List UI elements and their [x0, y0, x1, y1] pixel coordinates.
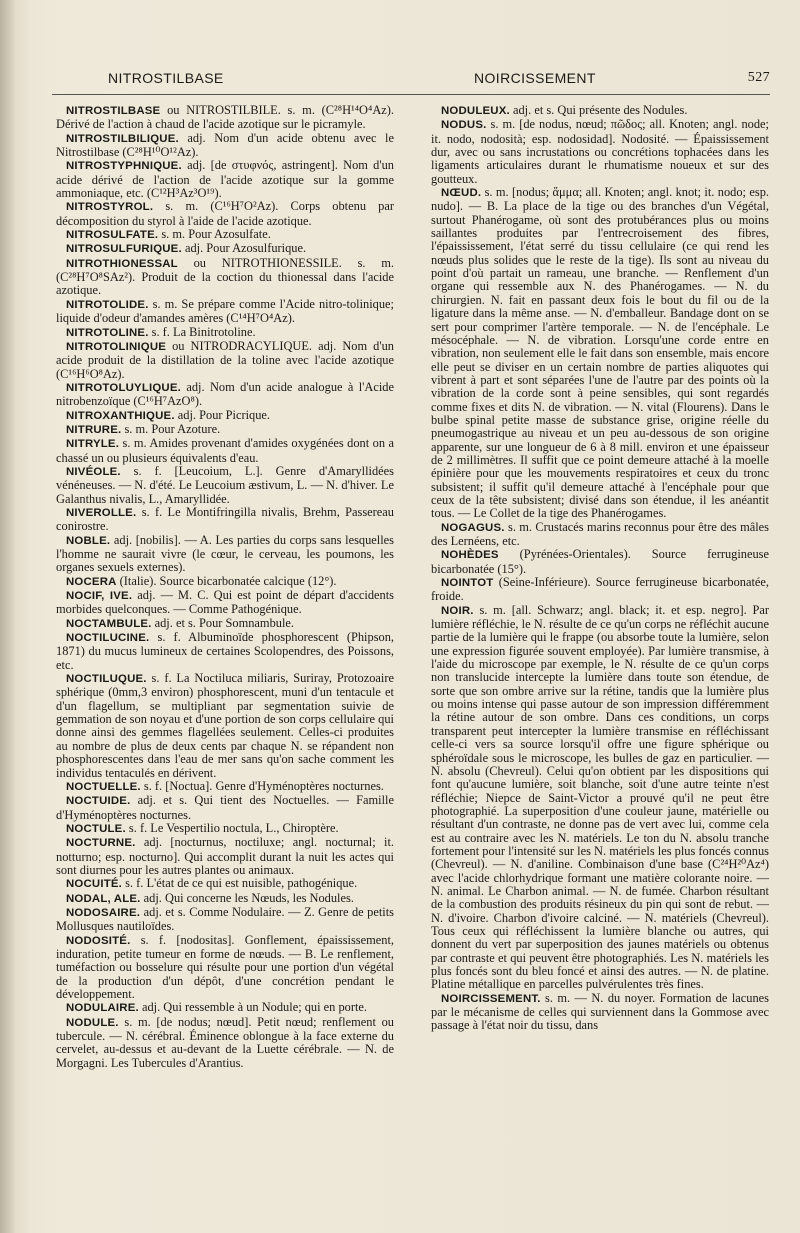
dictionary-entry	[56, 465, 394, 506]
dictionary-entry	[56, 836, 394, 877]
entry-headword: NIVÉOLE.	[66, 465, 121, 478]
dictionary-entry	[56, 672, 394, 780]
entry-headword: NOGAGUS.	[441, 521, 505, 534]
entry-definition: adj. et s. Pour Somnambule.	[151, 615, 294, 630]
entry-definition: s. f. Le Montifringilla nivalis, Brehm, Passereau conirostre.	[56, 504, 394, 534]
dictionary-entry	[56, 242, 394, 256]
entry-definition: s. f. La Noctiluca miliaris, Suriray, Protozoaire sphérique (0mm,3 environ) phosphorescent, muni d'un tentacule et d'un flagellum, se multipliant par segmentation suivie de gemmation de son noyau et d'une portion de son corps cellulaire qui donne ainsi des gemmes flagellées seulement. Celles-ci produites au nombre de plus de deux cents par chaque N. se répandent non phosphorescentes dans l'eau de mer sans qu'on sache comment les individus tentaculés en dérivent.	[56, 671, 394, 780]
entry-definition: s. f. [Leucoium, L.]. Genre d'Amaryllidées vénéneuses. — N. d'été. Le Leucoium æstivum, L. — N. d'hiver. Le Galanthus nivalis, L., Amaryllidée.	[56, 463, 394, 506]
dictionary-entry	[431, 576, 769, 604]
entry-headword: NITROTHIONESSAL	[66, 257, 178, 270]
entry-headword: NOHÈDES	[441, 549, 499, 562]
dictionary-entry	[56, 298, 394, 326]
entry-headword: NOCERA	[66, 575, 117, 588]
entry-definition: adj. et s. Qui présente des Nodules.	[509, 103, 688, 117]
entry-headword: NODOSITÉ.	[66, 934, 131, 947]
dictionary-entry	[56, 934, 394, 1002]
entry-headword: NOCTUIDE.	[66, 795, 131, 808]
dictionary-entry	[56, 1016, 394, 1070]
dictionary-entry	[56, 892, 394, 906]
entry-definition: s. f. L'état de ce qui est nuisible, pathogénique.	[122, 876, 358, 891]
dictionary-entry	[56, 589, 394, 617]
dictionary-entry	[56, 159, 394, 200]
entry-definition: adj. et s. Comme Nodulaire. — Z. Genre de petits Mollusques nautiloïdes.	[56, 904, 394, 934]
entry-headword: NITROSULFATE.	[66, 229, 159, 242]
entry-headword: NITROTOLUYLIQUE.	[66, 381, 181, 394]
entry-headword: NITROSTILBILIQUE.	[66, 132, 179, 145]
entry-definition: ou NITRODRACYLIQUE. adj. Nom d'un acide produit de la distillation de la toline avec l'acide azotique (C¹⁶H⁶O⁸Az).	[56, 338, 394, 381]
dictionary-entry	[56, 132, 394, 160]
entry-definition: s. m. [all. Schwarz; angl. black; it. et esp. negro]. Par lumière réfléchie, le N. résulte de ce qu'un corps ne réfléchit aucune partie de la lumière qui le frappe (ou absorbe toute la lumière, selon une expression figurée souvent employée). Par lumière transmise, à l'aide du microscope par exemple, le N. résulte de ce qu'un corps non translucide intercepte la lumière dans toute son étendue, de sorte que son ombre arrive sur la rétine, tandis que la lumière plus ou moins intense qui passe autour de son impression différemment la rétine autour de son ombre. Dans ces conditions, un corps transparent peut intercepter la lumière transmise en réfléchissant celle-ci vers sa source lorsqu'il offre une figure sphérique ou sphéroïdale sous le microscope, les bulles de gaz en particulier. — N. absolu (Chevreul). Celui qu'on obtient par les dispositions qui font qu'aucune lumière, soit blanche, soit d'une autre teinte n'est réfléchie; Niepce de Saint-Victor a prouvé qu'il ne peut être photographié. La superposition d'une couleur jaune, matérielle ou résultant d'un contraste, ne donne pas de vert avec lui, comme cela est au contraire avec les N. matériels. Le ton du N. absolu tranche fortement pour l'intensité sur les N. matériels les plus foncés connus (Chevreul). — N. d'aniline. Combinaison d'une base (C²⁴H²⁰Az⁴) avec l'acide chlorhydrique formant une matière colorante noire. — N. animal. Le Charbon animal. — N. de fumée. Charbon résultant de la combustion des produits résineux du pin qui sont de rebut. — N. d'ivoire. Charbon d'ivoire calciné. — N. matériels (Chevreul). Tous ceux qui réfléchissent la lumière blanche ou autres, qui donnent du vert par superposition des jaunes matériels ou obtenus par contraste et qui peuvent être photographiés. Les N. matériels les plus foncés sont du bleu foncé et ainsi des autres. — N. de platine. Platine métallique en parcelles pulvérulentes très fines.	[431, 602, 769, 992]
dictionary-entry	[56, 1001, 394, 1015]
dictionary-entry	[56, 104, 394, 132]
dictionary-entry	[431, 104, 769, 118]
entry-definition: adj. Pour Picrique.	[174, 407, 271, 422]
entry-definition: s. m. Pour Azosulfate.	[158, 227, 271, 242]
entry-definition: adj. [nocturnus, noctiluxe; angl. nocturnal; it. notturno; esp. nocturno]. Qui accomplit durant la nuit les actes qui sont diurnes pour les autres plantes ou animaux.	[56, 835, 394, 877]
entry-definition: adj. Nom d'un acide obtenu avec le Nitrostilbase (C²⁸H¹⁰O¹²Az).	[56, 130, 394, 160]
entry-headword: NODAL, ALE.	[66, 892, 141, 905]
entry-definition: s. f. [nodositas]. Gonflement, épaississement, induration, petite tumeur en forme de nœuds. — B. Le renflement, tuméfaction ou bosselure qui résulte pour une portion d'un végétal de la production d'un dépôt, d'une concrétion pendant le développement.	[56, 932, 394, 1001]
entry-definition: s. f. Le Vespertilio noctula, L., Chiroptère.	[125, 820, 339, 835]
entry-headword: NOCTILUCINE.	[66, 632, 150, 645]
entry-definition: s. m. [de nodus, nœud; πῶδος; all. Knoten; angl. node; it. nodo, nodosità; esp. nodosidad]. Nodosité. — Épaississement dur, avec ou sans incrustations ou concrétions tophacées dans les ligaments articulaires durant le rhumatisme noueux et sur des goutteux.	[431, 117, 769, 186]
dictionary-entry	[431, 548, 769, 576]
dictionary-entry	[56, 575, 394, 589]
entry-headword: NIVEROLLE.	[66, 506, 137, 519]
dictionary-entry	[431, 604, 769, 992]
entry-headword: NITROSTYROL.	[66, 201, 154, 214]
entry-definition: s. m. (C¹⁶H⁷O²Az). Corps obtenu par décomposition du styrol à l'aide de l'acide azotique.	[56, 199, 394, 228]
entry-definition: adj. Qui ressemble à un Nodule; qui en porte.	[138, 1000, 368, 1015]
entry-definition: s. m. — N. du noyer. Formation de lacunes par le mécanisme de celles qui surviennent dans la Gommose avec passage à l'état noir du tissu, dans	[431, 990, 769, 1033]
dictionary-entry	[56, 437, 394, 465]
dictionary-entry	[56, 326, 394, 340]
entry-headword: NODULE.	[66, 1016, 119, 1029]
entry-headword: NITRURE.	[66, 423, 122, 436]
entry-headword: NODOSAIRE.	[66, 906, 141, 919]
dictionary-entry	[431, 521, 769, 549]
entry-headword: NITROSULFURIQUE.	[66, 243, 182, 256]
entry-definition: s. m. [de nodus; nœud]. Petit nœud; renflement ou tubercule. — N. cérébral. Éminence oblongue à la face externe du cervelet, au-dessus et au-devant de la Luette cérébrale. — N. de Morgagni. Les Tubercules d'Arantius.	[56, 1014, 394, 1070]
dictionary-entry	[56, 794, 394, 822]
entry-headword: NOBLE.	[66, 534, 111, 547]
dictionary-entry	[431, 118, 769, 186]
dictionary-entry	[56, 780, 394, 794]
entry-headword: NITROTOLIDE.	[66, 298, 149, 311]
dictionary-entry	[56, 423, 394, 437]
book-gutter	[0, 0, 14, 1233]
entry-definition: adj. [de στυφνός, astringent]. Nom d'un acide dérivé de l'action de l'acide azotique sur la gomme ammoniaque, etc. (C¹²H³Az³O¹⁹).	[56, 158, 394, 201]
entry-definition: adj. Pour Azosulfurique.	[181, 241, 307, 256]
dictionary-entry	[431, 992, 769, 1033]
entry-definition: (Seine-Inférieure). Source ferrugineuse bicarbonatée, froide.	[431, 575, 769, 604]
entry-definition: s. f. La Binitrotoline.	[148, 324, 256, 339]
dictionary-entry	[56, 381, 394, 409]
entry-definition: s. m. Pour Azoture.	[121, 421, 221, 436]
dictionary-entry	[56, 257, 394, 298]
dictionary-entry	[56, 228, 394, 242]
entry-headword: NITROTOLINE.	[66, 326, 149, 339]
entry-definition: adj. Nom d'un acide analogue à l'Acide nitrobenzoïque (C¹⁶H⁷AzO⁸).	[56, 379, 394, 409]
entry-headword: NOCUITÉ.	[66, 878, 123, 891]
entry-definition: s. m. Crustacés marins reconnus pour être des mâles des Lernéens, etc.	[431, 519, 769, 548]
left-column	[56, 104, 394, 1070]
entry-headword: NOIR.	[441, 604, 474, 617]
dictionary-entry	[431, 186, 769, 521]
entry-definition: s. f. Albuminoïde phosphorescent (Phipson, 1871) du mucus lumineux de certaines Scolopendres, des Poissons, etc.	[56, 630, 394, 672]
right-column	[431, 104, 769, 1033]
entry-headword: NITROSTILBASE	[66, 105, 161, 117]
entry-definition: adj. Qui concerne les Nœuds, les Nodules.	[140, 890, 354, 905]
dictionary-entry	[56, 340, 394, 381]
entry-definition: s. m. Se prépare comme l'Acide nitro-tolinique; liquide d'odeur d'amandes amères (C¹⁴H⁷O⁴Az).	[56, 296, 394, 326]
entry-definition: s. f. [Noctua]. Genre d'Hyménoptères nocturnes.	[140, 778, 384, 793]
entry-headword: NŒUD.	[441, 187, 482, 200]
entry-headword: NITROXANTHIQUE.	[66, 409, 175, 422]
entry-headword: NITRYLE.	[66, 438, 120, 451]
dictionary-entry	[56, 200, 394, 228]
entry-definition: adj. et s. Qui tient des Noctuelles. — Famille d'Hyménoptères nocturnes.	[56, 793, 394, 822]
entry-headword: NOCTUELLE.	[66, 780, 141, 793]
header-right-word: NOIRCISSEMENT	[474, 70, 596, 86]
page-number: 527	[747, 70, 770, 85]
entry-definition: adj. [nobilis]. — A. Les parties du corps sans lesquelles l'homme ne saurait vivre (le cœur, le cerveau, les poumons, les organes sexuels externes).	[56, 532, 394, 575]
entry-headword: NOINTOT	[441, 577, 494, 590]
dictionary-entry	[56, 906, 394, 934]
entry-definition: s. m. [nodus; ἅμμα; all. Knoten; angl. knot; it. nodo; esp. nudo]. — B. La place de la tige ou des branches d'un Végétal, surtout Phanérogame, où sont des protubérances plus ou moins saillantes produites par l'entrecroisement des fibres, l'épaississement, l'état serré du tissu cellulaire (ce qui rend les nœuds plus solides que le reste de la tige). Ils sont au niveau du point d'où partait un rameau, une branche. — Renflement d'un organe qui ressemble aux N. des Phanérogames. — N. du chirurgien. N. fait en passant deux fois le bout du fil ou de la ligature dans la même anse. — N. d'emballeur. Bandage dont on se sert pour comprimer l'artère temporale. — N. de l'encéphale. Le mésocéphale. — N. de vibration. Lorsqu'une corde entre en vibration, non seulement elle le fait dans son ensemble, mais encore elle peut se diviser en un certain nombre de parties aliquotes qui vibrent à part et sont séparées l'une de l'autre par des points où la vibration de la corde sont à peine sensibles, qui sont regardés comme fixes et dits N. de vibration. — N. vital (Flourens). Dans le bulbe spinal petite masse de substance grise, origine réelle du pneumogastrique au niveau et un peu au-dessous de son origine apparente, sur une longueur de 6 à 8 mill. environ et une épaisseur de 2 millimètres. Il suffit que ce point demeure attaché à la moelle épinière pour que les mouvements respiratoires et ceux du tronc subsistent; il suffit qu'il demeure attaché à l'encéphale pour que ceux de la tête subsistent; divisé dans son étendue, il les anéantit tous. — Le Collet de la tige des Phanérogames.	[431, 185, 769, 521]
running-header	[52, 64, 770, 95]
entry-headword: NOCTILUQUE.	[66, 673, 147, 686]
dictionary-entry	[56, 617, 394, 631]
entry-definition: ou NITROSTILBILE. s. m. (C²⁸H¹⁴O⁴Az). Dérivé de l'action à chaud de l'acide azotique sur le picramyle.	[56, 103, 394, 132]
dictionary-entry	[56, 877, 394, 891]
entry-definition: adj. — M. C. Qui est point de départ d'accidents morbides quelconques. — Comme Pathogénique.	[56, 588, 394, 617]
entry-headword: NITROTOLINIQUE	[66, 340, 167, 353]
entry-headword: NOCTURNE.	[66, 837, 136, 850]
entry-headword: NITROSTYPHNIQUE.	[66, 160, 182, 173]
dictionary-entry	[56, 822, 394, 836]
entry-definition: ou NITROTHIONESSILE. s. m. (C²⁸H⁷O⁸SAz²). Produit de la coction du thionessal dans l'acide azotique.	[56, 255, 394, 298]
entry-headword: NOCIF, IVE.	[66, 590, 133, 603]
entry-headword: NODULAIRE.	[66, 1002, 139, 1015]
entry-definition: (Italie). Source bicarbonatée calcique (12°).	[116, 573, 337, 588]
dictionary-entry	[56, 534, 394, 575]
entry-headword: NODULEUX.	[441, 105, 510, 117]
dictionary-entry	[56, 631, 394, 672]
entry-headword: NODUS.	[441, 119, 487, 132]
entry-headword: NOCTULE.	[66, 822, 126, 835]
entry-headword: NOIRCISSEMENT.	[441, 992, 541, 1005]
entry-definition: s. m. Amides provenant d'amides oxygénées dont on a chassé un ou plusieurs équivalents d'eau.	[56, 436, 394, 465]
dictionary-entry	[56, 409, 394, 423]
dictionary-entry	[56, 506, 394, 534]
entry-definition: (Pyrénées-Orientales). Source ferrugineuse bicarbonatée (15°).	[431, 547, 769, 576]
header-left-word: NITROSTILBASE	[108, 70, 224, 86]
entry-headword: NOCTAMBULE.	[66, 617, 152, 630]
